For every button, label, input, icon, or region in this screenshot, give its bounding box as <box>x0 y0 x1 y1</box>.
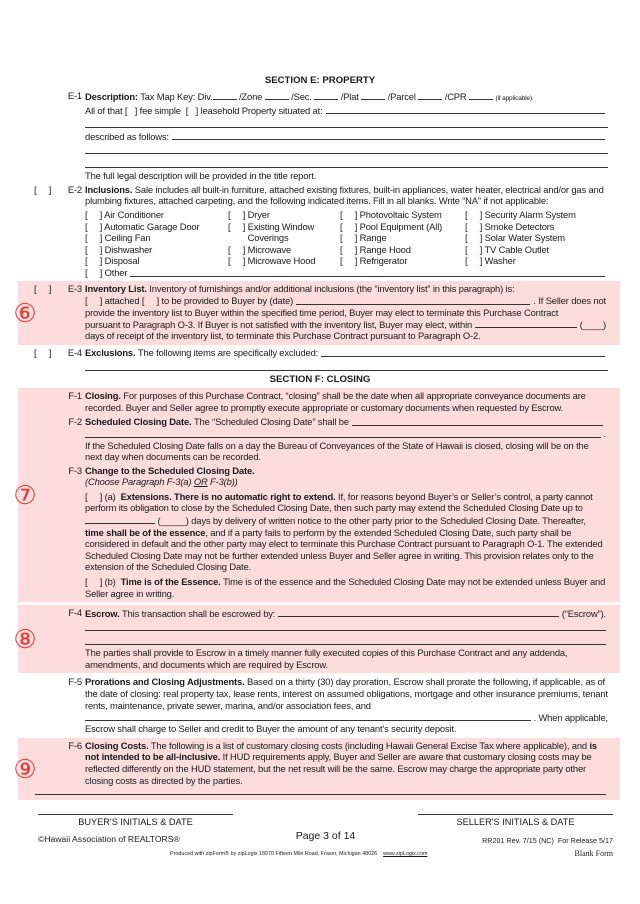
f3-choose-post: F-3(b)) <box>207 476 238 488</box>
marker-8: ⑧ <box>13 624 37 655</box>
f2-note: If the Scheduled Closing Date falls on a day the Bureau of Conveyances of the State of Hawaii is closed, closing will be on the next day when documents can be recorded. <box>85 439 589 463</box>
f3-choose <box>85 476 606 488</box>
f3a-text2: days by delivery of written notice to the other party prior to the Scheduled Closing Date. Thereafter, <box>191 515 586 527</box>
tmk-zone-field[interactable] <box>265 90 289 100</box>
f2-label: F-2 <box>68 415 82 427</box>
f3a-paragraph <box>85 491 606 573</box>
f3a-bold: time shall be of the essence <box>85 526 206 538</box>
inclusion-item[interactable]: [ ] Range Hood <box>340 243 411 255</box>
described-as-label: described as follows: <box>85 130 169 142</box>
tmk-cpr-field[interactable] <box>469 90 493 100</box>
extension-days-field[interactable] <box>85 514 155 524</box>
fee-simple-checkbox-open[interactable]: All of that [ <box>85 104 128 116</box>
highlight-e3 <box>13 281 620 345</box>
f1-body: For purposes of this Purchase Contract, “closing” shall be the date when all appropriate conveyance documents are recorded. Buyer and Seller agree to promptly execute appropriate or customary documents when requested by Escrow. <box>85 390 586 413</box>
inclusion-item[interactable]: [ ] Dryer <box>228 208 270 220</box>
inclusion-item[interactable]: [ ] Refrigerator <box>340 255 408 267</box>
inclusion-item[interactable]: [ ] Range <box>340 232 387 244</box>
f1-text <box>85 390 606 413</box>
marker-7: ⑦ <box>13 480 37 511</box>
copyright: ©Hawaii Association of REALTORS® <box>38 834 180 845</box>
highlight-f6 <box>13 738 620 800</box>
e3-line4-text: pursuant to Paragraph O-3. If Buyer is not satisfied with the inventory list, Buyer may elect, within <box>85 318 473 330</box>
f3-choose-or: OR <box>193 476 208 488</box>
tmk-parcel-label: /Parcel <box>387 90 416 102</box>
f6-heading: Closing Costs. <box>85 739 149 751</box>
f5-last: Escrow shall charge to Seller and credit to Buyer the amount of any tenant’s security deposit. <box>85 723 457 735</box>
tmk-sec-field[interactable] <box>314 90 338 100</box>
tmk-sec-label: /Sec. <box>291 90 312 102</box>
f4-label: F-4 <box>68 607 82 619</box>
scheduled-closing-date-field[interactable] <box>352 416 603 426</box>
f2-text <box>85 416 606 428</box>
f6-paragraph <box>18 740 620 795</box>
f3b-paragraph <box>85 576 606 599</box>
f3b-checkbox[interactable]: [ ] (b) <box>85 576 116 588</box>
inclusion-item[interactable]: [ ] Photovoltaic System <box>340 208 442 220</box>
if-applicable-note: (if applicable). <box>495 94 534 102</box>
legal-description-field-3[interactable] <box>85 156 608 168</box>
f1-paragraph <box>18 390 620 413</box>
f3a-text1: If, for reasons beyond Buyer’s or Seller’s control, a party cannot perform its obligation to close by the Scheduled Closing Date, then such party may extend the Scheduled Closing Date up to <box>85 490 593 514</box>
f1-heading: Closing. <box>85 390 121 402</box>
inventory-date-field[interactable] <box>296 295 530 305</box>
f3a-heading: Extensions. There is no automatic right to extend. <box>120 490 336 502</box>
f3-choose-pre: (Choose Paragraph F-3(a) <box>85 476 194 488</box>
tmk-parcel-field[interactable] <box>418 90 442 100</box>
inclusion-item[interactable]: [ ] Smoke Detectors <box>465 220 555 232</box>
inclusion-item[interactable]: [ ] Automatic Garage Door <box>85 220 200 232</box>
f5-heading: Prorations and Closing Adjustments. <box>85 676 245 688</box>
e1-description-line <box>85 90 608 105</box>
inclusion-item-other[interactable]: [ ] Other <box>85 267 128 279</box>
property-address-field[interactable] <box>326 104 605 114</box>
e4-heading: Exclusions. <box>85 347 136 359</box>
f5-label: F-5 <box>68 676 82 688</box>
footer <box>38 814 613 874</box>
inclusion-item[interactable]: [ ] Washer <box>465 255 516 267</box>
legal-description-field-2[interactable] <box>85 142 608 154</box>
e1-heading: Description: <box>85 90 138 102</box>
seller-initials-field[interactable] <box>418 814 613 815</box>
e2-heading: Inclusions. <box>85 183 133 195</box>
f4-heading: Escrow. <box>85 607 120 619</box>
inclusion-item[interactable]: [ ] Pool Equipment (All) <box>340 220 443 232</box>
f4-paragraph <box>18 607 620 670</box>
leasehold-checkbox[interactable]: ] leasehold Property situated at: <box>195 104 323 116</box>
f2-second-line <box>85 428 606 440</box>
f3b-heading: Time is of the Essence. <box>120 576 221 588</box>
inclusion-item[interactable]: [ ] Dishwasher <box>85 243 153 255</box>
e2-body: Sale includes all built-in furniture, attached existing fixtures, built-in appliances, water heater, electrical and/or gas and plumbing fixtures, attached carpeting, and the following indicated items. Fill in all blanks. Write “NA” if not applicable: <box>85 183 604 207</box>
inclusion-item[interactable]: [ ] Disposal <box>85 255 140 267</box>
buyer-initials-label: BUYER'S INITIALS & DATE <box>78 817 193 828</box>
inclusion-item[interactable]: [ ] Ceiling Fan <box>85 232 151 244</box>
f6-text1: The following is a list of customary closing costs (including Hawaii General Excise Tax where applicable), and <box>150 739 587 751</box>
section-e-title: SECTION E: PROPERTY <box>264 75 376 86</box>
f2-paragraph <box>18 416 620 463</box>
marker-9: ⑨ <box>13 753 37 784</box>
extension-days-paren[interactable]: (_____) <box>157 515 189 527</box>
f6-text <box>85 740 606 786</box>
produced-by <box>170 849 427 861</box>
f2-heading: Scheduled Closing Date. <box>85 415 192 427</box>
f4-text <box>85 607 606 619</box>
blank-form-label: Blank Form <box>574 849 613 859</box>
f5-body: Based on a thirty (30) day proration, Escrow shall prorate the following, if applicable, as of the date of closing: real property tax, lease rents, interest on assumed obligations, mortgage and other insurance premiums, tenant rents, maintenance, private sewer, marina, and/or association fees, and <box>85 676 608 711</box>
e3-line4 <box>85 318 606 330</box>
other-inclusion-field[interactable] <box>130 267 605 277</box>
e3-heading: Inventory List. <box>85 282 147 294</box>
f1-label: F-1 <box>68 390 82 402</box>
e3-line1 <box>85 283 606 295</box>
inclusions-grid <box>85 209 608 267</box>
f3a-text3: , and if a party fails to perform by the extended Scheduled Closing Date, such party shall be considered in default and the other party may elect to terminate this Purchase Contract pursuant to Paragraph O-1. The extended Scheduled Closing Date may not be further extended unless Buyer and Seller agree in writing. This provision relates only to the extension of the Scheduled Closing Date. <box>85 526 603 573</box>
escrow-company-field[interactable] <box>278 607 559 617</box>
e3-label: E-3 <box>67 282 82 294</box>
tmk-div-field[interactable] <box>213 90 237 100</box>
legal-description-note: The full legal description will be provided in the title report. <box>85 170 317 182</box>
f6-bold: is not intended to be all-inclusive. <box>85 739 597 763</box>
e3-line5: days of receipt of the inventory list, to terminate this Purchase Contract pursuant to Paragraph O-2. <box>85 330 481 342</box>
e1-tenure-line <box>85 104 608 116</box>
inclusion-item[interactable]: [ ] Air Conditioner <box>85 208 164 220</box>
inclusion-item[interactable]: [ ] Security Alarm System <box>465 208 576 220</box>
inclusion-item[interactable]: [ ] Existing Window <box>228 220 315 232</box>
property-address-field-2[interactable] <box>85 116 608 128</box>
e4-label: E-4 <box>67 346 82 358</box>
f5-when-applicable: . When applicable, <box>533 711 608 723</box>
e3-checkbox[interactable]: [ ] <box>34 282 52 294</box>
e3-paragraph <box>18 283 620 342</box>
marker-6: ⑥ <box>13 297 37 328</box>
escrow-field-2[interactable] <box>85 619 606 631</box>
other-inclusion-line <box>85 267 608 279</box>
f3a-checkbox[interactable]: [ ] (a) <box>85 490 116 502</box>
exclusions-field-2[interactable] <box>85 359 608 371</box>
inclusion-item: Coverings <box>228 232 289 244</box>
highlight-f1-f3 <box>13 388 620 602</box>
inclusion-item[interactable]: [ ] Microwave Hood <box>228 255 316 267</box>
tmk-plat-field[interactable] <box>361 90 385 100</box>
buyer-initials-field[interactable] <box>38 814 233 815</box>
e3-line3: provide the inventory list to Buyer within the specified time period, Buyer may elect to terminate this Purchase Contract <box>85 306 559 318</box>
leasehold-checkbox-open[interactable]: [ <box>185 104 189 116</box>
tmk-div-label: Tax Map Key: Div. <box>140 90 213 102</box>
f5-fill-line <box>85 711 608 723</box>
inventory-days-field[interactable] <box>475 318 577 328</box>
e4-paragraph <box>0 347 640 371</box>
e2-paragraph <box>0 184 640 279</box>
e4-text <box>85 347 608 359</box>
f6-bottom-rule <box>35 794 606 795</box>
e4-checkbox[interactable]: [ ] <box>34 346 52 358</box>
produced-by-text: Produced with zipForm® by zipLogix 18070 Fifteen Mile Road, Fraser, Michigan 48026 <box>170 851 378 858</box>
e2-text <box>85 184 608 207</box>
escrow-tag: (“Escrow”). <box>561 607 606 619</box>
scheduled-closing-date-field-2[interactable] <box>85 428 601 438</box>
f4-body: This transaction shall be escrowed by: <box>122 607 276 619</box>
inclusion-item[interactable]: [ ] Solar Water System <box>465 232 565 244</box>
tmk-plat-label: /Plat <box>340 90 359 102</box>
e4-body: The following items are specifically excluded: <box>137 347 319 359</box>
f5-paragraph <box>0 676 640 734</box>
f2-body: The “Scheduled Closing Date” shall be <box>193 415 349 427</box>
proration-items-field[interactable] <box>85 711 531 721</box>
f3-paragraph <box>18 465 620 600</box>
form-id: RR201 Rev. 7/15 (NC) For Release 5/17 <box>482 836 613 846</box>
exclusions-field[interactable] <box>321 347 605 357</box>
ziplogix-link[interactable]: www.zipLogix.com <box>383 851 428 858</box>
tmk-zone-label: /Zone <box>238 90 263 102</box>
inventory-days-paren[interactable]: (____) <box>579 318 606 330</box>
f3-label: F-3 <box>68 464 82 476</box>
f3b-text: Time is of the essence and the Scheduled Closing Date may not be extended unless Buyer and Seller agree in writing. <box>85 576 606 599</box>
seller-initials-label: SELLER'S INITIALS & DATE <box>456 817 575 828</box>
f6-label: F-6 <box>68 739 82 751</box>
tmk-cpr-label: /CPR <box>444 90 467 102</box>
inclusion-item[interactable]: [ ] TV Cable Outlet <box>465 243 549 255</box>
f6-text2: If HUD requirements apply, Buyer and Seller are aware that customary closing costs may be reflected differently on the HUD statement, but the net result will be the same. Escrow may charge the appropriate party other closing costs as directed by the parties. <box>85 751 592 786</box>
page-number: Page 3 of 14 <box>295 830 356 843</box>
fee-simple-checkbox[interactable]: ] fee simple <box>134 104 181 116</box>
described-as-line <box>85 130 608 142</box>
legal-description-field[interactable] <box>172 130 605 140</box>
section-f-title: SECTION F: CLOSING <box>269 373 371 385</box>
highlight-f4 <box>13 605 620 673</box>
f5-text <box>85 676 608 711</box>
e1-paragraph <box>0 90 640 182</box>
f4-note: The parties shall provide to Escrow in a timely manner fully executed copies of this Purchase Contract and any addenda, amendments, and documents which are required by Escrow. <box>85 647 568 670</box>
inclusion-item[interactable]: [ ] Microwave <box>228 243 292 255</box>
escrow-field-3[interactable] <box>85 633 606 645</box>
e1-label: E-1 <box>67 89 82 101</box>
e3-seller-not: . If Seller does not <box>533 294 606 306</box>
inventory-attached-options[interactable]: [ ] attached [ ] to be provided to Buyer by (date) <box>85 294 294 306</box>
f2-period: . <box>603 427 606 439</box>
e2-label: E-2 <box>67 183 82 195</box>
f3-heading: Change to the Scheduled Closing Date. <box>85 464 255 476</box>
e3-intro: Inventory of furnishings and/or additional inclusions (the “inventory list” in this paragraph) is: <box>149 282 515 294</box>
e2-checkbox[interactable]: [ ] <box>34 183 52 195</box>
e3-line2 <box>85 295 606 307</box>
